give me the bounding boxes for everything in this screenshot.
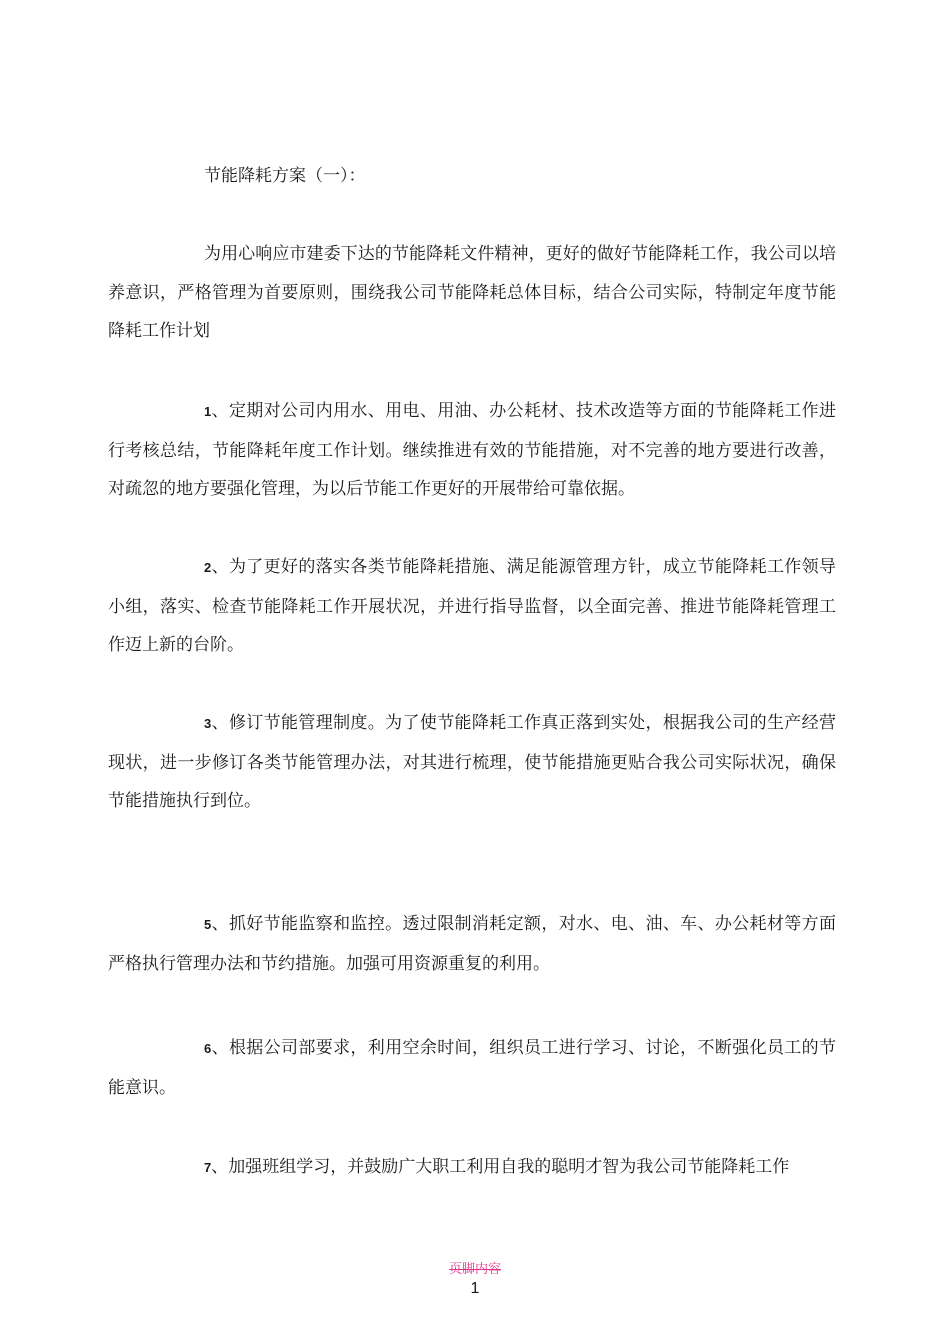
- item-separator: 、: [211, 914, 229, 934]
- item-separator: 、: [211, 401, 229, 421]
- intro-paragraph: 为用心响应市建委下达的节能降耗文件精神，更好的做好节能降耗工作，我公司以培养意识，严格管理为首要原则，围绕我公司节能降耗总体目标，结合公司实际，特制定年度节能降耗工作计划: [108, 244, 836, 341]
- item-number: 2: [204, 560, 212, 575]
- item-text: 加强班组学习，并鼓励广大职工利用自我的聪明才智为我公司节能降耗工作: [228, 1157, 790, 1177]
- list-item: [108, 1148, 836, 1188]
- item-separator: 、: [211, 557, 229, 577]
- item-text: 为了更好的落实各类节能降耗措施、满足能源管理方针，成立节能降耗工作领导小组，落实、检查节能降耗工作开展状况，并进行指导监督，以全面完善、推进节能降耗管理工作迈上新的台阶。: [108, 557, 837, 655]
- item-number: 3: [204, 716, 212, 731]
- item-text: 根据公司部要求，利用空余时间，组织员工进行学习、讨论，不断强化员工的节能意识。: [108, 1038, 837, 1098]
- item-separator: 、: [211, 1038, 229, 1058]
- page-number: 1: [470, 1280, 480, 1297]
- list-item: [108, 392, 836, 509]
- list-item: [108, 905, 836, 983]
- item-number: 7: [204, 1160, 212, 1175]
- item-number: 1: [204, 404, 212, 419]
- item-number: 5: [204, 917, 212, 932]
- item-text: 抓好节能监察和监控。透过限制消耗定额，对水、电、油、车、办公耗材等方面严格执行管理办法和节约措施。加强可用资源重复的利用。: [108, 914, 837, 974]
- item-separator: 、: [211, 713, 229, 733]
- list-item: [108, 548, 836, 665]
- document-title: 节能降耗方案（一）：: [204, 166, 366, 186]
- footer-text: 页脚内容: [448, 1262, 501, 1277]
- item-number: 6: [204, 1041, 212, 1056]
- list-item: [108, 704, 836, 821]
- item-text: 修订节能管理制度。为了使节能降耗工作真正落到实处，根据我公司的生产经营现状，进一步修订各类节能管理办法，对其进行梳理，使节能措施更贴合我公司实际状况，确保节能措施执行到位。: [108, 713, 837, 811]
- item-text: 定期对公司内用水、用电、用油、办公耗材、技术改造等方面的节能降耗工作进行考核总结，节能降耗年度工作计划。继续推进有效的节能措施，对不完善的地方要进行改善，对疏忽的地方要强化管理，为以后节能工作更好的开展带给可靠依据。: [108, 401, 837, 499]
- list-item: [108, 1029, 836, 1107]
- item-separator: 、: [211, 1157, 229, 1177]
